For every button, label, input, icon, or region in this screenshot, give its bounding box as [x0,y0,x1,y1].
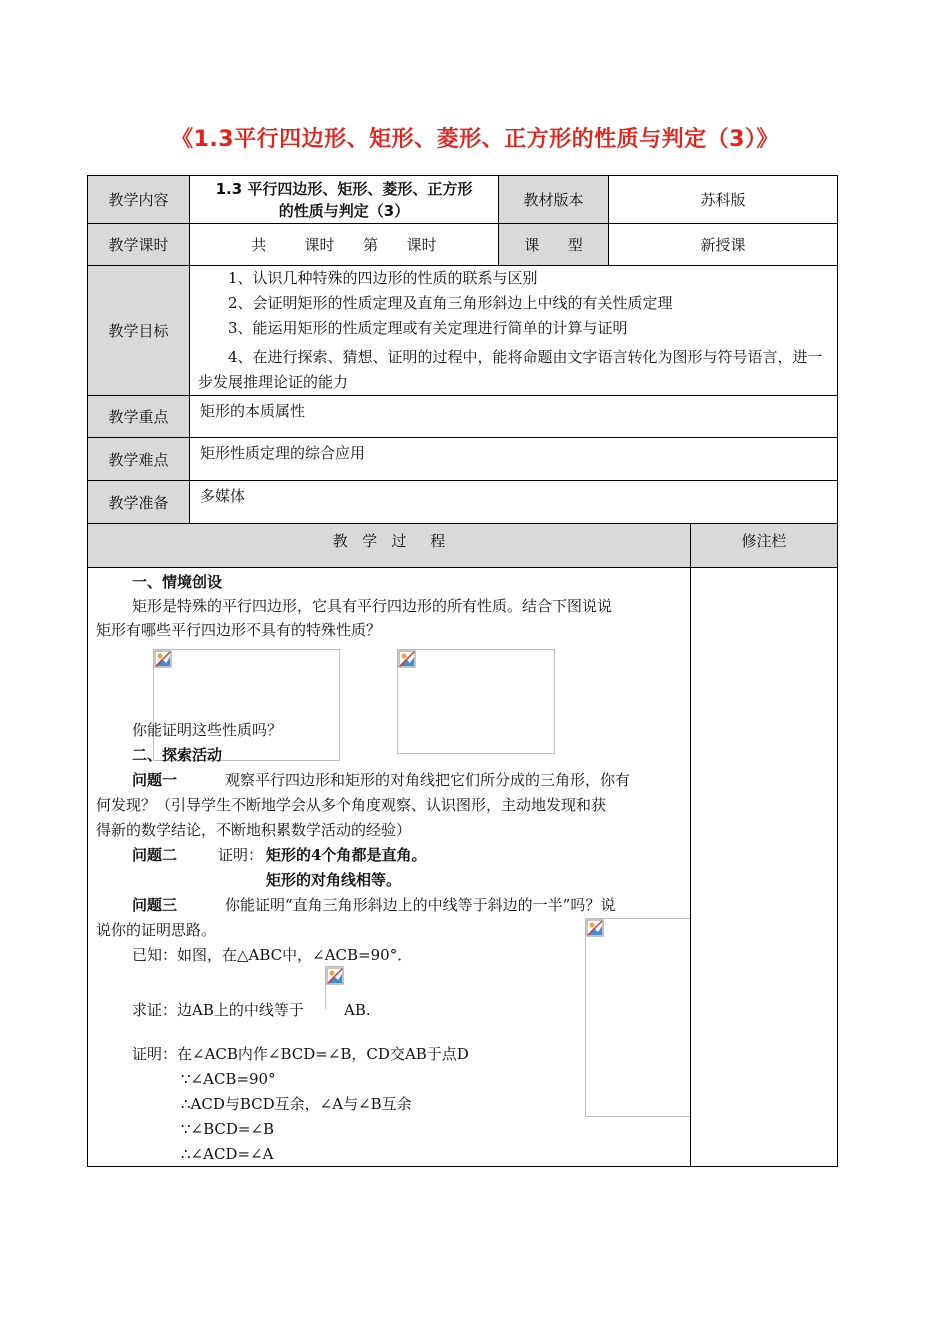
notes-column [691,568,838,1167]
document-title: 《1.3平行四边形、矩形、菱形、正方形的性质与判定（3）》 [171,127,779,152]
lesson-plan-table [87,175,838,1167]
question-2-statement-1: 矩形的4个角都是直角。 [266,846,427,864]
process-body [88,568,691,1167]
section-1-paragraph: 矩形是特殊的平行四边形，它具有平行四边形的所有性质。结合下图说说 [132,597,613,615]
goal-item: 2、会证明矩形的性质定理及直角三角形斜边上中线的有关性质定理 [228,294,673,312]
prove-statement: 求证：边AB上的中线等于 [132,1001,304,1019]
broken-image-icon [586,919,604,937]
question-2-prefix: 证明： [218,846,264,864]
content-value-line1: 1.3 平行四边形、矩形、菱形、正方形 [215,179,473,198]
question-2-statement-2: 矩形的对角线相等。 [266,871,402,889]
content-label: 教学内容 [88,176,190,224]
section-1-title: 一、情境创设 [132,573,223,591]
question-3-text-cont: 说你的证明思路。 [96,921,217,939]
broken-image-icon [398,650,416,668]
question-3-label: 问题三 [132,896,178,914]
question-1-text-cont: 何发现？（引导学生不断地学会从多个角度观察、认识图形，主动地发现和获 [96,796,607,814]
process-header: 教 学 过 程 [88,524,691,568]
key-point-value: 矩形的本质属性 [190,396,838,438]
broken-image-icon [326,967,344,985]
section-1-question: 你能证明这些性质吗？ [132,721,283,739]
content-value-line2: 的性质与判定（3） [278,201,410,220]
edition-value: 苏科版 [609,176,838,224]
question-3-text: 你能证明“直角三角形斜边上的中线等于斜边的一半”吗？说 [225,896,616,914]
broken-image-icon [154,650,172,668]
proof-line: ∵∠BCD=∠B [181,1120,275,1138]
proof-line: ∵∠ACB=90° [181,1070,276,1088]
content-value [190,176,499,224]
triangle-figure-image [585,918,690,1117]
fraction-formula-image [325,966,344,1009]
type-value: 新授课 [609,224,838,266]
preparation-label: 教学准备 [88,481,190,524]
section-1-paragraph-cont: 矩形有哪些平行四边形不具有的特殊性质？ [96,621,382,639]
goals-list [190,266,838,396]
preparation-value: 多媒体 [190,481,838,524]
goal-item: 1、认识几种特殊的四边形的性质的联系与区别 [228,269,538,287]
proof-line: ∴∠ACD=∠A [181,1145,274,1163]
section-2-title: 二、探索活动 [132,746,223,764]
goal-item: 3、能运用矩形的性质定理或有关定理进行简单的计算与证明 [228,319,628,337]
question-1-label: 问题一 [132,771,178,789]
proof-line: ∴ACD与BCD互余，∠A与∠B互余 [181,1095,412,1113]
question-2-label: 问题二 [132,846,178,864]
given-statement: 已知：如图，在△ABC中，∠ACB=90°． [132,946,413,964]
hours-value: 共 课时 第 课时 [190,224,499,266]
goal-item: 4、在进行探索、猜想、证明的过程中，能将命题由文字语言转化为图形与符号语言，进一步发展推理论证的能力 [198,348,823,391]
hours-label: 教学课时 [88,224,190,266]
question-1-text-end: 得新的数学结论，不断地积累数学活动的经验） [96,821,412,839]
question-1-text: 观察平行四边形和矩形的对角线把它们所分成的三角形，你有 [225,771,631,789]
goals-label: 教学目标 [88,266,190,396]
type-label: 课 型 [499,224,609,266]
notes-header: 修注栏 [691,524,838,568]
key-point-label: 教学重点 [88,396,190,438]
edition-label: 教材版本 [499,176,609,224]
proof-line: 证明：在∠ACB内作∠BCD=∠B，CD交AB于点D [132,1045,469,1063]
difficulty-value: 矩形性质定理的综合应用 [190,438,838,481]
difficulty-label: 教学难点 [88,438,190,481]
parallelogram-figure-image [397,649,555,754]
prove-statement-end: AB. [344,1001,371,1019]
